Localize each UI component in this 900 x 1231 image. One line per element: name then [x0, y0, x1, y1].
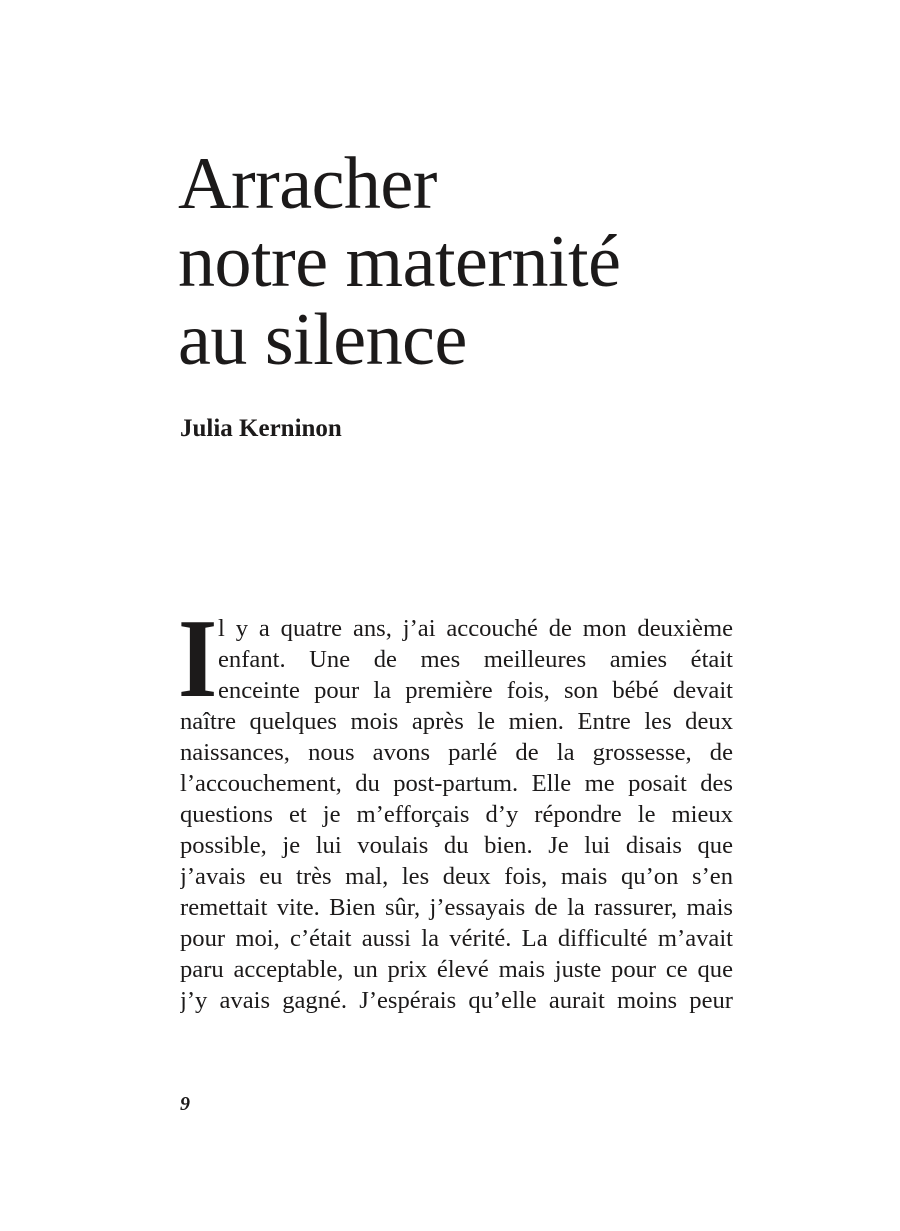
- author-name: Julia Kerninon: [180, 415, 342, 442]
- chapter-title-line-3: au silence: [178, 299, 467, 381]
- body-line: naître quelques mois après le mien. Entre les deux: [180, 708, 733, 735]
- body-line: remettait vite. Bien sûr, j’essayais de la rassurer, mais: [180, 894, 733, 921]
- body-line: l y a quatre ans, j’ai accouché de mon deuxième: [218, 615, 733, 642]
- chapter-title-line-1: Arracher: [178, 143, 437, 225]
- body-line: enceinte pour la première fois, son bébé devait: [218, 677, 733, 704]
- body-line: naissances, nous avons parlé de la grossesse, de: [180, 739, 733, 766]
- body-line: paru acceptable, un prix élevé mais juste pour ce que: [180, 956, 733, 983]
- drop-cap: I: [178, 597, 218, 721]
- body-line: pour moi, c’était aussi la vérité. La difficulté m’avait: [180, 925, 733, 952]
- body-line: possible, je lui voulais du bien. Je lui disais que: [180, 832, 733, 859]
- chapter-title-line-2: notre maternité: [178, 221, 621, 303]
- body-line: enfant. Une de mes meilleures amies était: [218, 646, 733, 673]
- body-line: l’accouchement, du post-partum. Elle me posait des: [180, 770, 733, 797]
- body-line: j’y avais gagné. J’espérais qu’elle aurait moins peur: [180, 987, 733, 1014]
- body-line: j’avais eu très mal, les deux fois, mais qu’on s’en: [180, 863, 733, 890]
- chapter-title: [178, 145, 620, 379]
- body-paragraph: [180, 613, 733, 1016]
- page-number: 9: [180, 1093, 190, 1115]
- body-line: questions et je m’efforçais d’y répondre le mieux: [180, 801, 733, 828]
